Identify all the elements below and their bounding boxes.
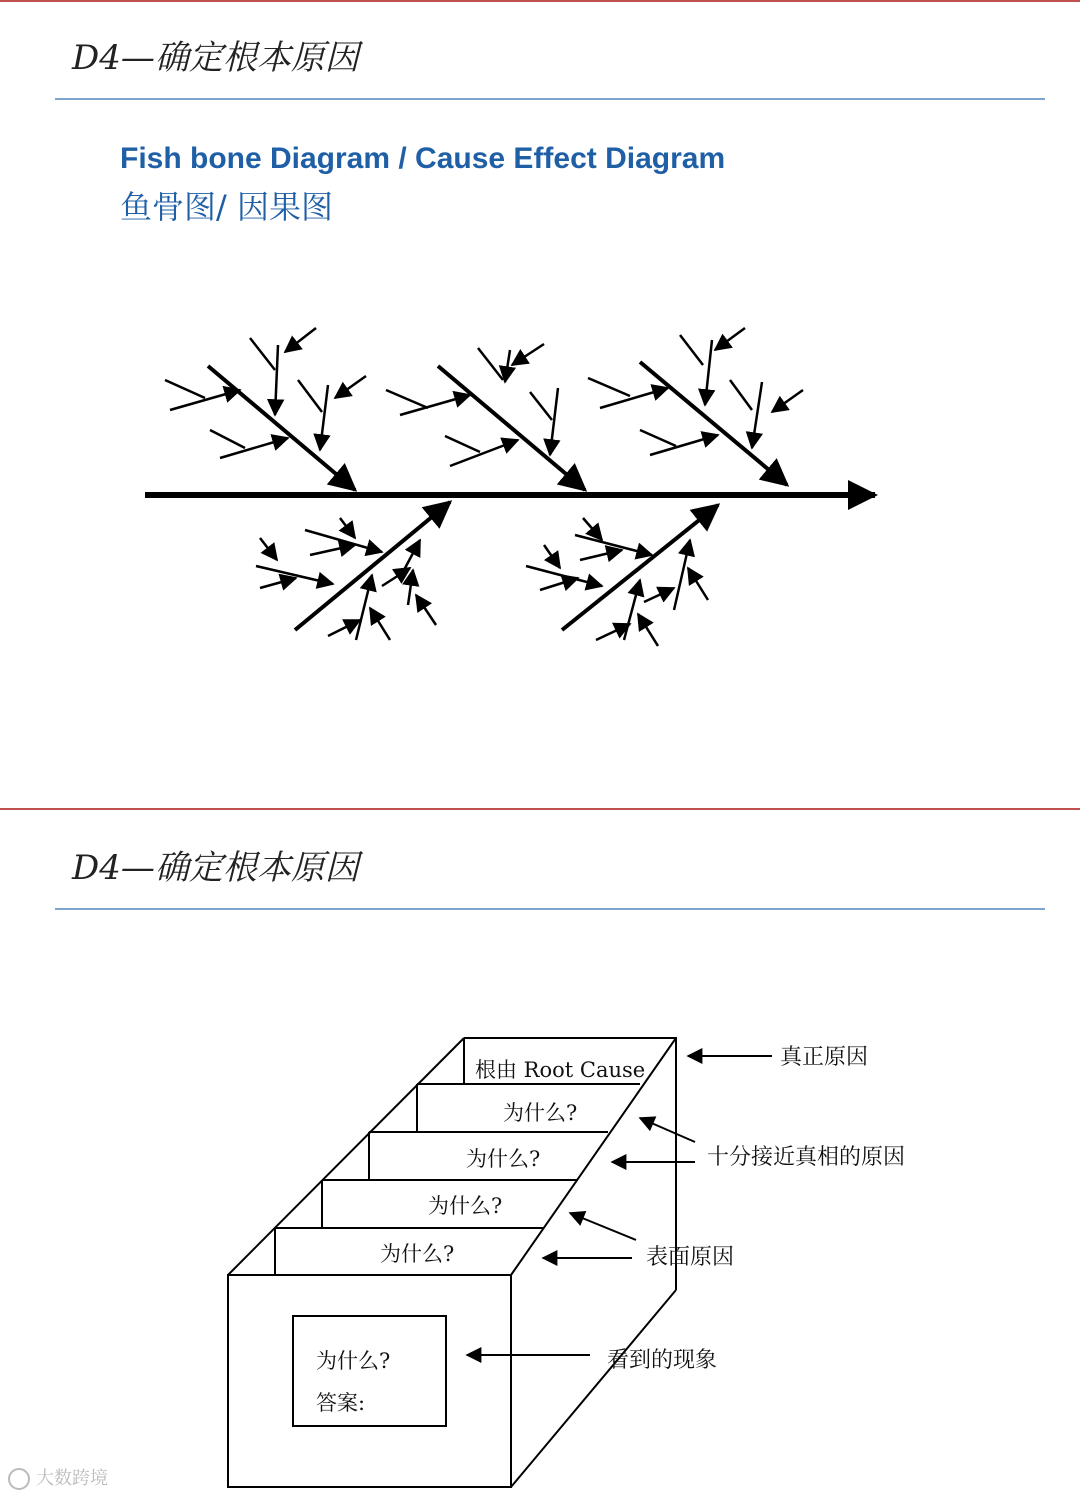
brand-logo-icon (8, 1468, 30, 1490)
front-question: 为什么? (316, 1349, 391, 1373)
upper-bone-1 (165, 328, 366, 490)
footer-watermark (8, 1464, 108, 1490)
front-answer: 答案: (316, 1391, 366, 1415)
heading-english: Fish bone Diagram / Cause Effect Diagram (120, 142, 726, 175)
brand-name: 大数跨境 (36, 1468, 108, 1489)
level-why-4: 为什么? (503, 1101, 578, 1125)
slide-title: D4—确定根本原因 (72, 848, 359, 888)
slide-title: D4—确定根本原因 (72, 38, 359, 78)
label-true-cause: 真正原因 (780, 1045, 869, 1070)
arrow-surface-1 (570, 1213, 636, 1240)
box-front-face (228, 1275, 511, 1487)
heading-chinese: 鱼骨图/ 因果图 (120, 188, 333, 226)
label-near-truth: 十分接近真相的原因 (707, 1145, 906, 1170)
level-why-1: 为什么? (380, 1242, 455, 1266)
lower-bone-1 (256, 502, 450, 640)
level-root-cause: 根由 Root Cause (475, 1058, 646, 1082)
lower-bone-2 (526, 505, 718, 646)
slide-five-whys (0, 810, 1080, 1498)
upper-bone-2 (386, 344, 585, 490)
upper-bone-3 (588, 328, 803, 485)
label-surface: 表面原因 (646, 1245, 735, 1270)
arrow-near-truth-1 (640, 1118, 695, 1142)
label-phenomenon: 看到的现象 (607, 1348, 718, 1373)
five-whys-box-diagram (0, 810, 1080, 1498)
level-why-2: 为什么? (428, 1194, 503, 1218)
level-why-3: 为什么? (466, 1147, 541, 1171)
